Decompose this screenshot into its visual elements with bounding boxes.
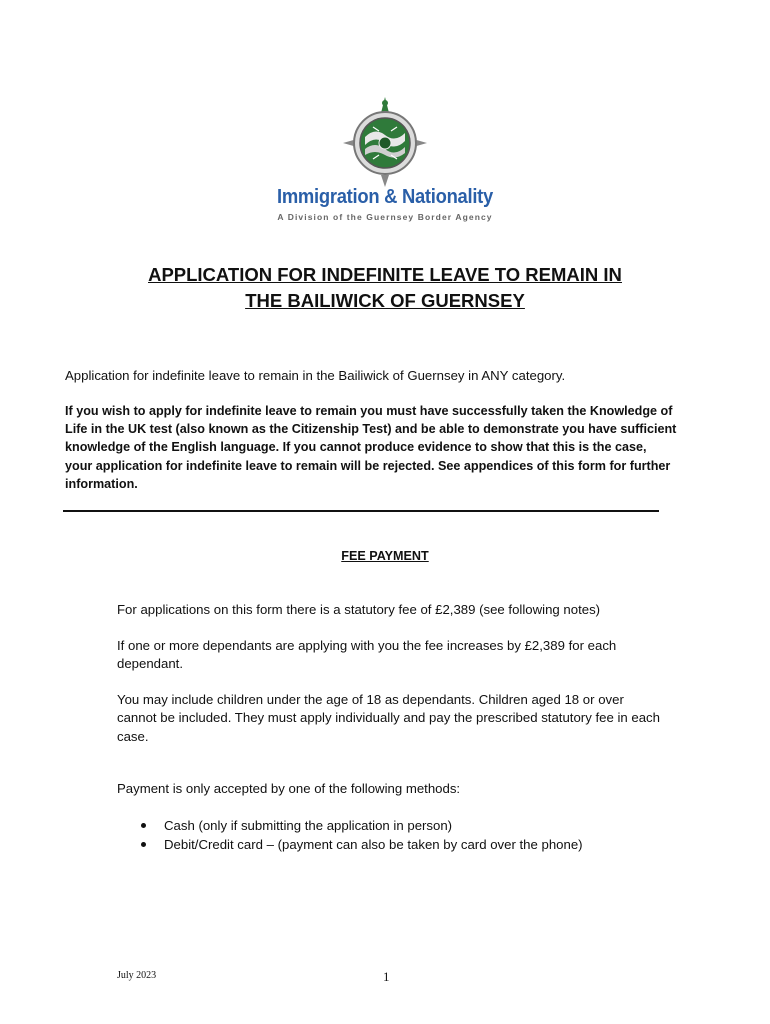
fee-payment-heading: FEE PAYMENT [341,549,429,563]
section-divider [63,510,659,512]
document-title-line-2: THE BAILIWICK OF GUERNSEY [245,290,525,311]
fee-paragraph-payment-methods: Payment is only accepted by one of the following methods: [117,781,461,796]
payment-method-card: Debit/Credit card – (payment can also be taken by card over the phone) [138,835,658,854]
citizenship-warning: If you wish to apply for indefinite leave to remain you must have successfully taken the Knowledge of Life in the UK test (also known as the Citizenship Test) and be able to demonstrate you have sufficient knowledge of the English language. If you cannot produce evidence to show that this is the case, your application for indefinite leave to remain will be rejected. See appendices of this form for further information. [65,404,677,491]
intro-text: Application for indefinite leave to remain in the Bailiwick of Guernsey in ANY category. [65,368,566,383]
payment-methods-list [138,816,658,854]
document-title [0,262,770,314]
document-title-line-1: APPLICATION FOR INDEFINITE LEAVE TO REMAIN IN [148,264,622,285]
fee-paragraph-children: You may include children under the age of 18 as dependants. Children aged 18 or over cannot be included. They must apply individually and pay the prescribed statutory fee in each case. [117,692,660,744]
footer-date: July 2023 [117,970,157,981]
page-number: 1 [383,969,390,984]
immigration-nationality-crest-icon [343,97,427,187]
fee-paragraph-dependants: If one or more dependants are applying with you the fee increases by £2,389 for each dependant. [117,638,617,672]
fee-paragraph-statutory-fee: For applications on this form there is a statutory fee of £2,389 (see following notes) [117,602,601,617]
payment-method-cash: Cash (only if submitting the application in person) [138,816,658,835]
brand-title: Immigration & Nationality [277,186,493,208]
brand-subtitle: A Division of the Guernsey Border Agency [277,212,493,222]
